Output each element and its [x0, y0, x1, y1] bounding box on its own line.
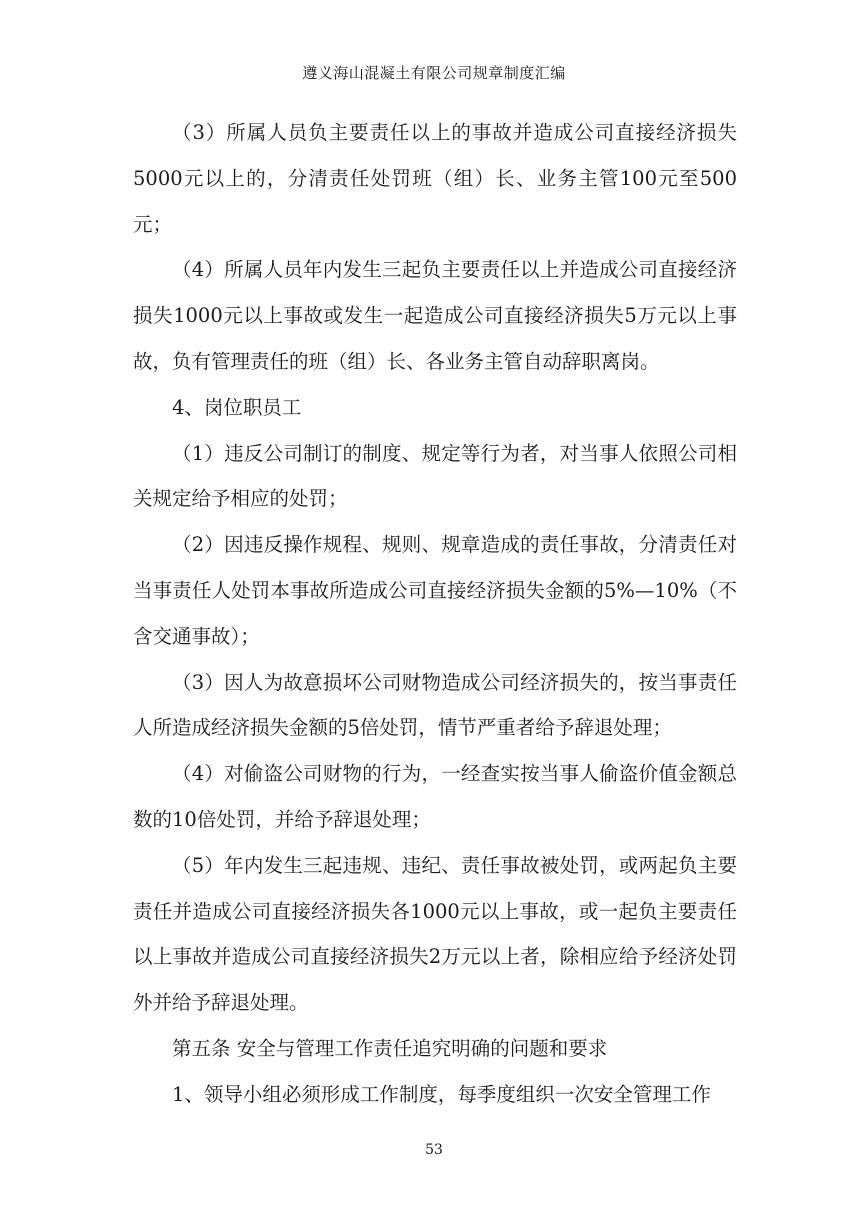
paragraph-item-3-4: （4）所属人员年内发生三起负主要责任以上并造成公司直接经济损失1000元以上事故或发生一起造成公司直接经济损失5万元以上事故，负有管理责任的班（组）长、各业务主管自动辞职离岗。	[133, 258, 737, 373]
paragraph-item-4-3: （3）因人为故意损坏公司财物造成公司经济损失的，按当事责任人所造成经济损失金额的5倍处罚，情节严重者给予辞退处理；	[133, 670, 737, 740]
paragraph-article-5-item-1: 1、领导小组必须形成工作制度，每季度组织一次安全管理工作	[172, 1082, 711, 1106]
section-heading-position-staff: 4、岗位职员工	[172, 395, 302, 419]
article-heading-5: 第五条 安全与管理工作责任追究明确的问题和要求	[172, 1036, 608, 1060]
document-header: 遵义海山混凝土有限公司规章制度汇编	[302, 64, 566, 82]
paragraph-item-4-1: （1）违反公司制订的制度、规定等行为者，对当事人依照公司相关规定给予相应的处罚；	[133, 441, 737, 511]
paragraph-item-3-3: （3）所属人员负主要责任以上的事故并造成公司直接经济损失5000元以上的，分清责任处罚班（组）长、业务主管100元至500元；	[133, 121, 737, 236]
paragraph-item-4-2: （2）因违反操作规程、规则、规章造成的责任事故，分清责任对当事责任人处罚本事故所造成公司直接经济损失金额的5%—10%（不含交通事故）；	[133, 533, 737, 648]
paragraph-item-4-5: （5）年内发生三起违规、违纪、责任事故被处罚，或两起负主要责任并造成公司直接经济损失各1000元以上事故，或一起负主要责任以上事故并造成公司直接经济损失2万元以上者，除相应给予经济处罚外并给予辞退处理。	[133, 853, 737, 1015]
page-number: 53	[425, 1142, 443, 1158]
document-body	[133, 110, 737, 1118]
paragraph-item-4-4: （4）对偷盗公司财物的行为，一经查实按当事人偷盗价值金额总数的10倍处罚，并给予辞退处理；	[133, 762, 737, 831]
